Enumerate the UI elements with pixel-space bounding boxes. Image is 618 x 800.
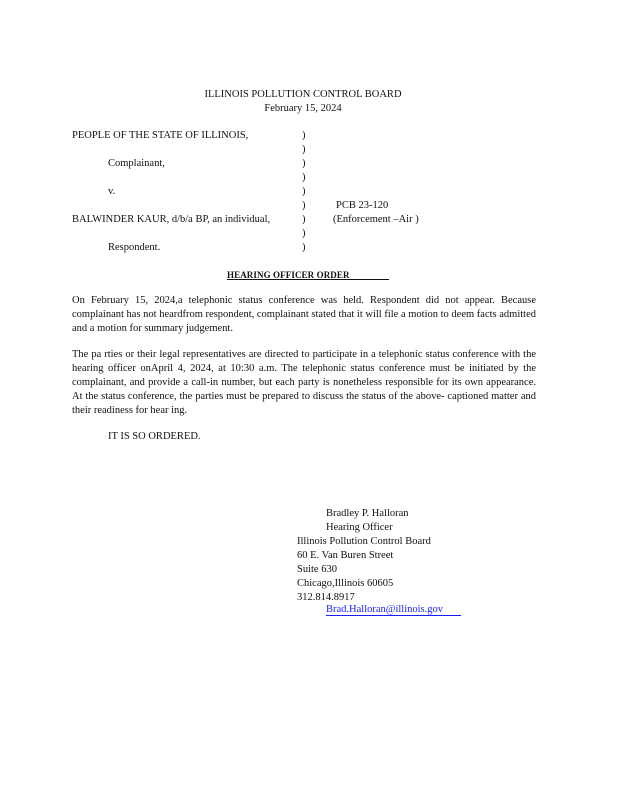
address-city: Chicago,Illinois 60605 [297, 578, 394, 589]
phone-number: 312.814.8917 [297, 592, 355, 603]
bracket: ) [302, 200, 306, 211]
email-underline [326, 615, 461, 616]
bracket: ) [302, 172, 306, 183]
address-line-1: 60 E. Van Buren Street [297, 550, 394, 561]
email-link[interactable]: Brad.Halloran@illinois.gov [326, 604, 443, 615]
bracket: ) [302, 130, 306, 141]
order-title-underline [227, 279, 389, 280]
order-title: HEARING OFFICER ORDER [227, 270, 350, 280]
bracket: ) [302, 214, 306, 225]
signer-title: Hearing Officer [326, 522, 393, 533]
signer-org: Illinois Pollution Control Board [297, 536, 431, 547]
bracket: ) [302, 158, 306, 169]
plaintiff-name: PEOPLE OF THE STATE OF ILLINOIS, [72, 130, 249, 141]
case-number: PCB 23-120 [336, 200, 389, 211]
so-ordered: IT IS SO ORDERED. [108, 431, 201, 442]
body-paragraph-2: The pa rties or their legal representatives are directed to participate in a telephonic status conference with the hearing officer onApril 4, 2024, at 10:30 a.m. The telephonic status conference must be initiated by the complainant, and provide a call-in number, but each party is nonetheless responsible for its own appearance. At the status conference, the parties must be prepared to discuss the status of the above- captioned matter and their readiness for hear ing. [72, 349, 536, 416]
address-line-2: Suite 630 [297, 564, 337, 575]
body-paragraph-1: On February 15, 2024,a telephonic status conference was held. Respondent did not appear. Because complainant has not heardfrom respondent, complainant stated that it will file a motion to deem facts admitted and a motion for summary judgement. [72, 295, 536, 334]
bracket: ) [302, 144, 306, 155]
respondent-label: Respondent. [108, 242, 161, 253]
versus-label: v. [108, 186, 116, 197]
complainant-label: Complainant, [108, 158, 165, 169]
case-type: (Enforcement –Air ) [333, 214, 419, 225]
order-date: February 15, 2024 [264, 103, 342, 114]
bracket: ) [302, 186, 306, 197]
board-heading: ILLINOIS POLLUTION CONTROL BOARD [204, 89, 402, 100]
bracket: ) [302, 242, 306, 253]
signer-name: Bradley P. Halloran [326, 508, 409, 519]
defendant-name: BALWINDER KAUR, d/b/a BP, an individual, [72, 214, 271, 225]
bracket: ) [302, 228, 306, 239]
